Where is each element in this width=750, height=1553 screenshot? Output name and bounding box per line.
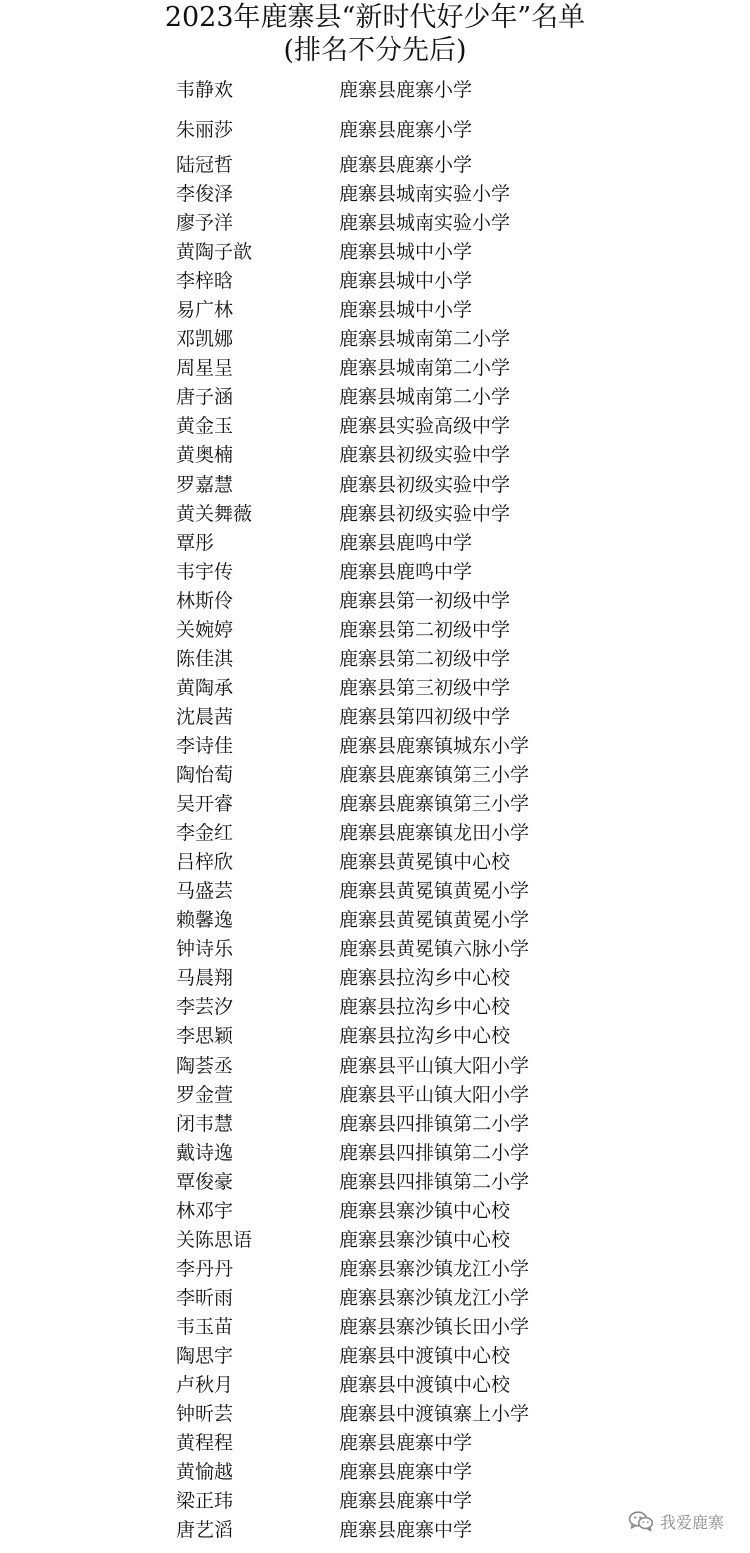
list-item [0, 383, 750, 412]
list-item [0, 1197, 750, 1226]
list-item [0, 238, 750, 267]
student-name: 陈佳淇 [176, 647, 234, 670]
school-name: 鹿寨县城中小学 [339, 241, 473, 264]
school-name: 鹿寨县平山镇大阳小学 [339, 1083, 530, 1106]
list-item [0, 1284, 750, 1313]
student-name: 关婉婷 [176, 618, 234, 641]
list-item [0, 1226, 750, 1255]
student-name: 唐子涵 [176, 386, 234, 409]
list-item [0, 761, 750, 790]
school-name: 鹿寨县鹿鸣中学 [339, 531, 473, 554]
watermark-text: 我爱鹿寨 [659, 1512, 724, 1532]
list-item [0, 529, 750, 558]
student-name: 李诗佳 [176, 734, 234, 757]
list-item [0, 354, 750, 383]
list-item [0, 267, 750, 296]
list-item [0, 1342, 750, 1371]
list-item [0, 180, 750, 209]
school-name: 鹿寨县城中小学 [339, 270, 473, 293]
student-name: 李俊泽 [176, 183, 234, 205]
school-name: 鹿寨县拉沟乡中心校 [339, 967, 511, 990]
school-name: 鹿寨县初级实验中学 [339, 473, 511, 496]
school-name: 鹿寨县初级实验中学 [339, 502, 511, 525]
list-item [0, 1400, 750, 1429]
list-item [0, 76, 750, 105]
school-name: 鹿寨县黄冕镇黄冕小学 [339, 880, 530, 903]
school-name: 鹿寨县实验高级中学 [339, 415, 511, 438]
student-name: 李丹丹 [176, 1257, 234, 1280]
school-name: 鹿寨县第二初级中学 [339, 618, 511, 641]
student-name: 唐艺滔 [176, 1519, 234, 1542]
student-name: 吕梓欣 [176, 851, 234, 874]
student-name: 陶思宇 [176, 1345, 234, 1367]
student-name: 覃彤 [176, 531, 215, 554]
student-name: 吴开睿 [176, 793, 234, 816]
school-name: 鹿寨县寨沙镇龙江小学 [339, 1257, 530, 1280]
list-item [0, 209, 750, 238]
student-name: 沈晨茜 [176, 705, 234, 728]
student-name: 黄程程 [176, 1432, 234, 1455]
list-item [0, 645, 750, 674]
school-name: 鹿寨县中渡镇中心校 [339, 1374, 511, 1397]
student-name: 戴诗逸 [176, 1141, 234, 1164]
school-name: 鹿寨县鹿寨小学 [339, 119, 473, 141]
school-name: 鹿寨县鹿寨中学 [339, 1461, 473, 1484]
school-name: 鹿寨县黄冕镇黄冕小学 [339, 909, 530, 932]
student-name: 朱丽莎 [176, 119, 234, 141]
list-item [0, 674, 750, 703]
school-name: 鹿寨县四排镇第二小学 [339, 1170, 530, 1193]
student-name: 李芸汐 [176, 996, 234, 1019]
list-item [0, 296, 750, 325]
school-name: 鹿寨县城中小学 [339, 299, 473, 322]
school-name: 鹿寨县中渡镇中心校 [339, 1345, 511, 1367]
list-item [0, 732, 750, 761]
school-name: 鹿寨县城南实验小学 [339, 212, 511, 235]
list-item [0, 877, 750, 906]
student-name: 陶怡萄 [176, 764, 234, 786]
list-item [0, 1052, 750, 1081]
list-item [0, 412, 750, 441]
school-name: 鹿寨县拉沟乡中心校 [339, 996, 511, 1019]
list-item [0, 819, 750, 848]
list-item [0, 964, 750, 993]
student-name: 黄关舞薇 [176, 502, 253, 525]
school-name: 鹿寨县第三初级中学 [339, 676, 511, 699]
list-item [0, 1458, 750, 1487]
student-name: 陆冠哲 [176, 154, 234, 176]
student-name: 韦宇传 [176, 560, 234, 583]
school-name: 鹿寨县第四初级中学 [339, 705, 511, 728]
student-name: 黄陶承 [176, 676, 234, 699]
school-name: 鹿寨县黄冕镇中心校 [339, 851, 511, 874]
student-name: 邓凯娜 [176, 328, 234, 351]
school-name: 鹿寨县第二初级中学 [339, 647, 511, 670]
watermark [628, 1509, 724, 1533]
list-item [0, 471, 750, 500]
student-name: 黄陶子歆 [176, 241, 253, 264]
school-name: 鹿寨县城南实验小学 [339, 183, 511, 205]
list-item [0, 1022, 750, 1051]
student-name: 覃俊豪 [176, 1170, 234, 1193]
student-name: 周星呈 [176, 357, 234, 380]
school-name: 鹿寨县四排镇第二小学 [339, 1141, 530, 1164]
list-item [0, 790, 750, 819]
school-name: 鹿寨县鹿寨小学 [339, 79, 473, 101]
school-name: 鹿寨县初级实验中学 [339, 444, 511, 467]
student-name: 罗金萱 [176, 1083, 234, 1106]
student-name: 卢秋月 [176, 1374, 234, 1397]
student-name: 梁正玮 [176, 1490, 234, 1513]
list-item [0, 616, 750, 645]
school-name: 鹿寨县鹿寨镇龙田小学 [339, 822, 530, 845]
student-name: 廖予洋 [176, 212, 234, 235]
student-name: 马晨翔 [176, 967, 234, 990]
student-name: 赖馨逸 [176, 909, 234, 932]
list-item [0, 500, 750, 529]
list-item [0, 1110, 750, 1139]
list-item [0, 151, 750, 180]
school-name: 鹿寨县鹿寨镇第三小学 [339, 764, 530, 786]
school-name: 鹿寨县鹿寨镇第三小学 [339, 793, 530, 816]
student-name: 李昕雨 [176, 1286, 234, 1309]
list-item [0, 1081, 750, 1110]
school-name: 鹿寨县城南第二小学 [339, 357, 511, 380]
list-item [0, 558, 750, 587]
school-name: 鹿寨县鹿寨中学 [339, 1490, 473, 1513]
school-name: 鹿寨县城南第二小学 [339, 328, 511, 351]
student-name: 李金红 [176, 822, 234, 845]
list-item [0, 935, 750, 964]
school-name: 鹿寨县寨沙镇龙江小学 [339, 1286, 530, 1309]
school-name: 鹿寨县平山镇大阳小学 [339, 1054, 530, 1077]
list-item [0, 993, 750, 1022]
student-name: 韦玉苗 [176, 1315, 234, 1338]
student-name: 李梓晗 [176, 270, 234, 293]
student-name: 易广林 [176, 299, 234, 322]
list-item [0, 906, 750, 935]
school-name: 鹿寨县寨沙镇长田小学 [339, 1315, 530, 1338]
school-name: 鹿寨县鹿寨中学 [339, 1519, 473, 1542]
student-name: 马盛芸 [176, 880, 234, 903]
school-name: 鹿寨县城南第二小学 [339, 386, 511, 409]
school-name: 鹿寨县鹿鸣中学 [339, 560, 473, 583]
school-name: 鹿寨县第一初级中学 [339, 589, 511, 612]
student-name: 黄金玉 [176, 415, 234, 438]
list-item [0, 1313, 750, 1342]
student-name: 闭韦慧 [176, 1112, 234, 1135]
student-name: 钟诗乐 [176, 938, 234, 961]
list-item [0, 1168, 750, 1197]
school-name: 鹿寨县寨沙镇中心校 [339, 1199, 511, 1222]
list-item [0, 1139, 750, 1168]
list-item [0, 703, 750, 732]
student-name: 林斯伶 [176, 589, 234, 612]
wechat-icon [628, 1510, 654, 1532]
list-item [0, 848, 750, 877]
school-name: 鹿寨县鹿寨镇城东小学 [339, 734, 530, 757]
student-name: 关陈思语 [176, 1228, 253, 1251]
student-name: 钟昕芸 [176, 1403, 234, 1426]
school-name: 鹿寨县黄冕镇六脉小学 [339, 938, 530, 961]
list-item [0, 325, 750, 354]
school-name: 鹿寨县寨沙镇中心校 [339, 1228, 511, 1251]
student-name: 李思颖 [176, 1025, 234, 1048]
list-item [0, 1371, 750, 1400]
list-item [0, 441, 750, 470]
school-name: 鹿寨县鹿寨中学 [339, 1432, 473, 1455]
student-name: 韦静欢 [176, 79, 234, 101]
list-item [0, 116, 750, 145]
student-name: 黄愉越 [176, 1461, 234, 1484]
student-name: 林邓宇 [176, 1199, 234, 1222]
list-item [0, 1255, 750, 1284]
school-name: 鹿寨县中渡镇寨上小学 [339, 1403, 530, 1426]
student-name: 罗嘉慧 [176, 473, 234, 496]
page-title: 2023年鹿寨县“新时代好少年”名单 [164, 2, 586, 33]
page-subtitle: (排名不分先后) [283, 35, 467, 66]
school-name: 鹿寨县拉沟乡中心校 [339, 1025, 511, 1048]
school-name: 鹿寨县鹿寨小学 [339, 154, 473, 176]
student-name: 黄奥楠 [176, 444, 234, 467]
school-name: 鹿寨县四排镇第二小学 [339, 1112, 530, 1135]
list-item [0, 1429, 750, 1458]
list-item [0, 587, 750, 616]
student-name: 陶荟丞 [176, 1054, 234, 1077]
